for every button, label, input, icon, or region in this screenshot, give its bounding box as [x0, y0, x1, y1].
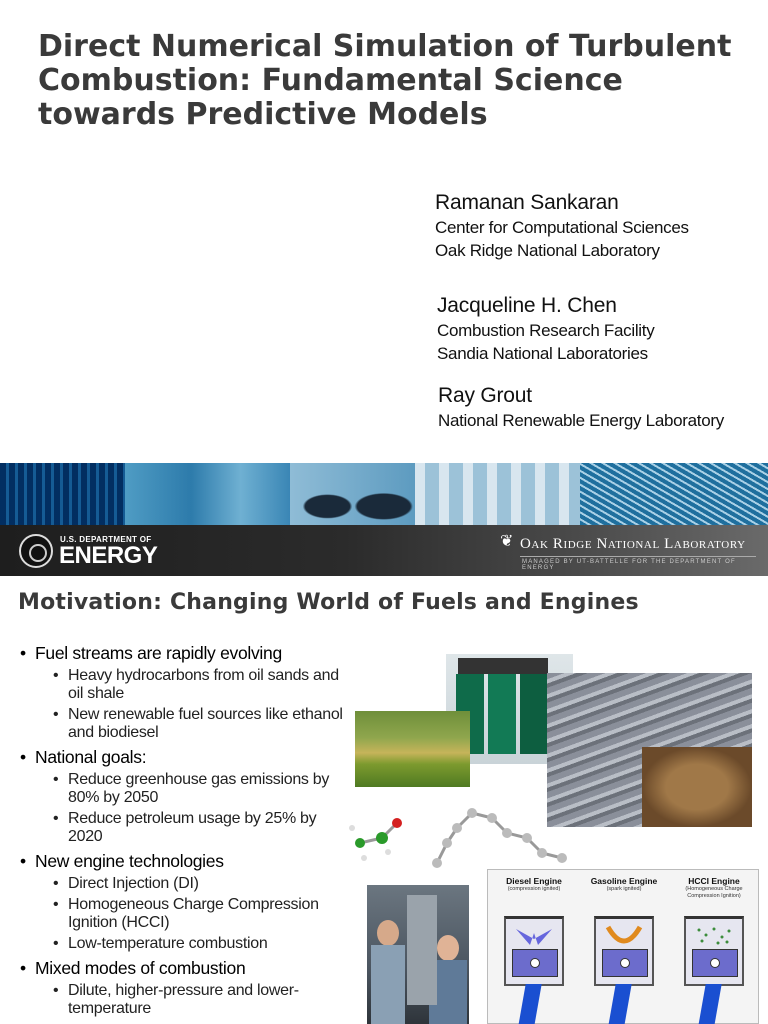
doe-seal-icon	[19, 534, 53, 568]
diesel-engine	[494, 876, 574, 893]
slide-title: Motivation: Changing World of Fuels and Engines	[18, 590, 639, 615]
molecule-atom	[392, 818, 402, 828]
gasoline-engine	[584, 876, 664, 893]
engine-lab-photo	[367, 885, 469, 1024]
oil-shale-photo	[547, 673, 752, 827]
molecule-atom	[385, 849, 391, 855]
bullet: • Mixed modes of combustion	[20, 957, 350, 979]
author-affiliation: Oak Ridge National Laboratory	[435, 241, 660, 260]
sub-bullet: • Homogeneous Charge Compression Ignition (HCCI)	[53, 896, 350, 932]
sub-bullet: • Direct Injection (DI)	[53, 875, 350, 893]
sub-bullet: • New renewable fuel sources like ethanol and biodiesel	[53, 706, 350, 742]
molecule-atom	[557, 853, 567, 863]
piston	[692, 949, 738, 977]
doe-label: U.S. DEPARTMENT OF	[60, 535, 152, 544]
engine-subtitle: (spark ignited)	[606, 886, 642, 892]
author-name: Jacqueline H. Chen	[437, 294, 617, 317]
connecting-rod	[518, 984, 541, 1024]
cables-photo	[580, 463, 768, 525]
author-affiliation: Sandia National Laboratories	[437, 344, 648, 363]
engine-title: Gasoline Engine	[590, 876, 658, 886]
sub-bullet: • Low-temperature combustion	[53, 935, 350, 953]
sub-bullet: • Reduce petroleum usage by 25% by 2020	[53, 810, 350, 846]
cylinder	[594, 916, 654, 986]
bullet: • National goals:	[20, 746, 350, 768]
people-photo	[290, 463, 415, 525]
flame-icon	[604, 925, 644, 947]
motivation-slide	[0, 576, 768, 1024]
server-room-photo	[125, 463, 290, 525]
datacenter-photo	[415, 463, 580, 525]
molecule-atom	[467, 808, 477, 818]
bullet: • Fuel streams are rapidly evolving	[20, 642, 350, 664]
molecule-atom	[522, 833, 532, 843]
flame-icon	[514, 925, 554, 947]
molecule-atom	[432, 858, 442, 868]
author-name: Ray Grout	[438, 384, 532, 407]
molecule-atom	[442, 838, 452, 848]
molecule-atom	[502, 828, 512, 838]
sub-bullet: • Reduce greenhouse gas emissions by 80% by 2050	[53, 771, 350, 807]
author-name: Ramanan Sankaran	[435, 191, 619, 214]
cylinder	[684, 916, 744, 986]
molecule-atom	[355, 838, 365, 848]
engine-comparison-diagram	[487, 869, 759, 1024]
author-block	[437, 293, 654, 365]
ornl-managed-by: MANAGED BY UT-BATTELLE FOR THE DEPARTMENT OF ENERGY	[522, 559, 736, 571]
sub-bullet: • Dilute, higher-pressure and lower-temperature	[53, 982, 350, 1018]
molecule-atom	[487, 813, 497, 823]
author-block	[435, 190, 689, 262]
author-affiliation: Combustion Research Facility	[437, 321, 655, 340]
piston	[512, 949, 558, 977]
bullet: • New engine technologies	[20, 850, 350, 872]
photo-strip	[0, 463, 768, 525]
cylinder	[504, 916, 564, 986]
molecule-atom	[452, 823, 462, 833]
molecule-atom	[361, 855, 367, 861]
engine-subtitle: (Homogeneous Charge Compression Ignition)	[685, 886, 743, 899]
bullet-list	[20, 638, 350, 1018]
engine-subtitle: (compression ignited)	[507, 886, 561, 892]
molecule-atom	[537, 848, 547, 858]
author-affiliation: Center for Computational Sciences	[435, 218, 689, 237]
footer-bar	[0, 525, 768, 576]
piston	[602, 949, 648, 977]
connecting-rod	[698, 984, 721, 1024]
author-affiliation: National Renewable Energy Laboratory	[438, 411, 724, 430]
ornl-name: Oak Ridge National Laboratory	[520, 536, 746, 552]
connecting-rod	[608, 984, 631, 1024]
ornl-leaf-icon: ❦	[500, 533, 514, 550]
supercomputer-photo	[0, 463, 125, 525]
farm-field-photo	[355, 711, 470, 787]
doe-logo-text: ENERGY	[59, 542, 158, 569]
molecule-atom	[376, 832, 388, 844]
hcci-engine	[674, 876, 754, 900]
engine-title: HCCI Engine	[688, 876, 740, 886]
flame-icon	[694, 925, 734, 947]
sub-bullet: • Heavy hydrocarbons from oil sands and oil shale	[53, 667, 350, 703]
divider	[520, 556, 756, 557]
engine-title: Diesel Engine	[506, 876, 562, 886]
author-block	[438, 383, 724, 432]
slide-title: Direct Numerical Simulation of Turbulent Combustion: Fundamental Science towards Predictive Models	[38, 29, 732, 132]
molecule-atom	[349, 825, 355, 831]
